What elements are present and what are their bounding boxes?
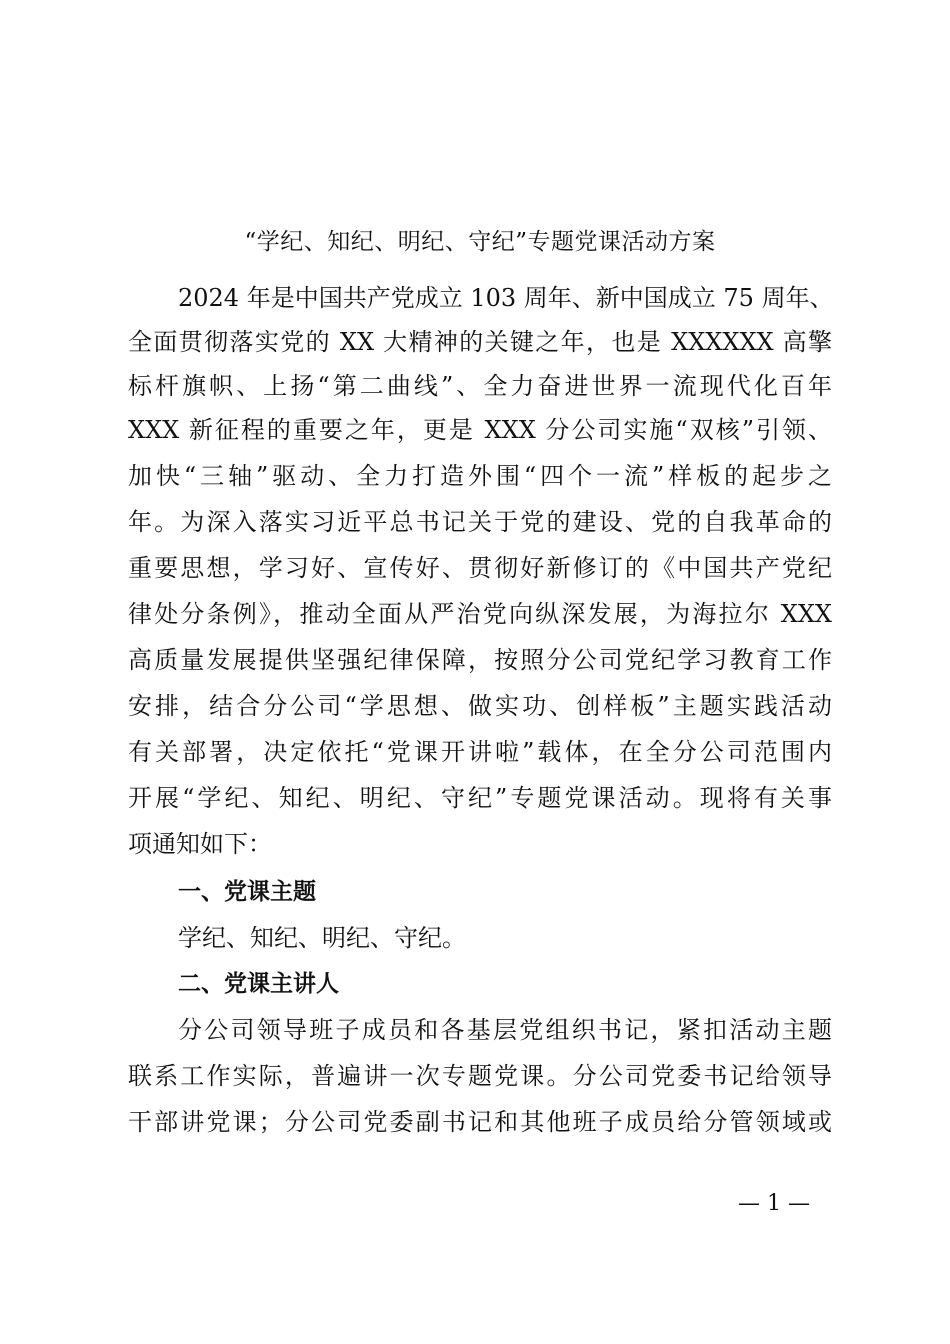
intro-line-4: XXX 新征程的重要之年，更是 XXX 分公司实施“双核”引领、	[128, 416, 832, 444]
intro-line-11: 有关部署，决定依托“党课开讲啦”载体，在全分公司范围内	[128, 738, 832, 766]
section-1-body: 学纪、知纪、明纪、守纪。	[178, 924, 466, 952]
section-2-line-3: 干部讲党课；分公司党委副书记和其他班子成员给分管领域或	[128, 1108, 832, 1136]
intro-line-7: 重要思想，学习好、宣传好、贯彻好新修订的《中国共产党纪	[128, 554, 832, 582]
intro-line-6: 年。为深入落实习近平总书记关于党的建设、党的自我革命的	[128, 508, 832, 536]
intro-line-12: 开展“学纪、知纪、明纪、守纪”专题党课活动。现将有关事	[128, 784, 832, 812]
section-2-heading: 二、党课主讲人	[178, 971, 339, 997]
section-2-line-2: 联系工作实际，普遍讲一次专题党课。分公司党委书记给领导	[128, 1062, 832, 1090]
intro-line-3: 标杆旗帜、上扬“第二曲线”、全力奋进世界一流现代化百年	[128, 372, 832, 400]
intro-line-10: 安排，结合分公司“学思想、做实功、创样板”主题实践活动	[128, 692, 832, 720]
intro-line-9: 高质量发展提供坚强纪律保障，按照分公司党纪学习教育工作	[128, 646, 832, 674]
section-2-line-1: 分公司领导班子成员和各基层党组织书记，紧扣活动主题	[178, 1016, 832, 1044]
document-title: “学纪、知纪、明纪、守纪”专题党课活动方案	[244, 229, 716, 255]
section-1-heading: 一、党课主题	[178, 879, 316, 905]
intro-line-2: 全面贯彻落实党的 XX 大精神的关键之年，也是 XXXXXX 高擎	[128, 328, 832, 356]
intro-line-8: 律处分条例》，推动全面从严治党向纵深发展，为海拉尔 XXX	[128, 600, 832, 628]
intro-line-1: 2024 年是中国共产党成立 103 周年、新中国成立 75 周年、	[178, 284, 834, 312]
page-number: — 1 —	[738, 1191, 810, 1216]
intro-line-13: 项通知如下：	[128, 830, 272, 858]
intro-line-5: 加快“三轴”驱动、全力打造外围“四个一流”样板的起步之	[128, 462, 832, 490]
